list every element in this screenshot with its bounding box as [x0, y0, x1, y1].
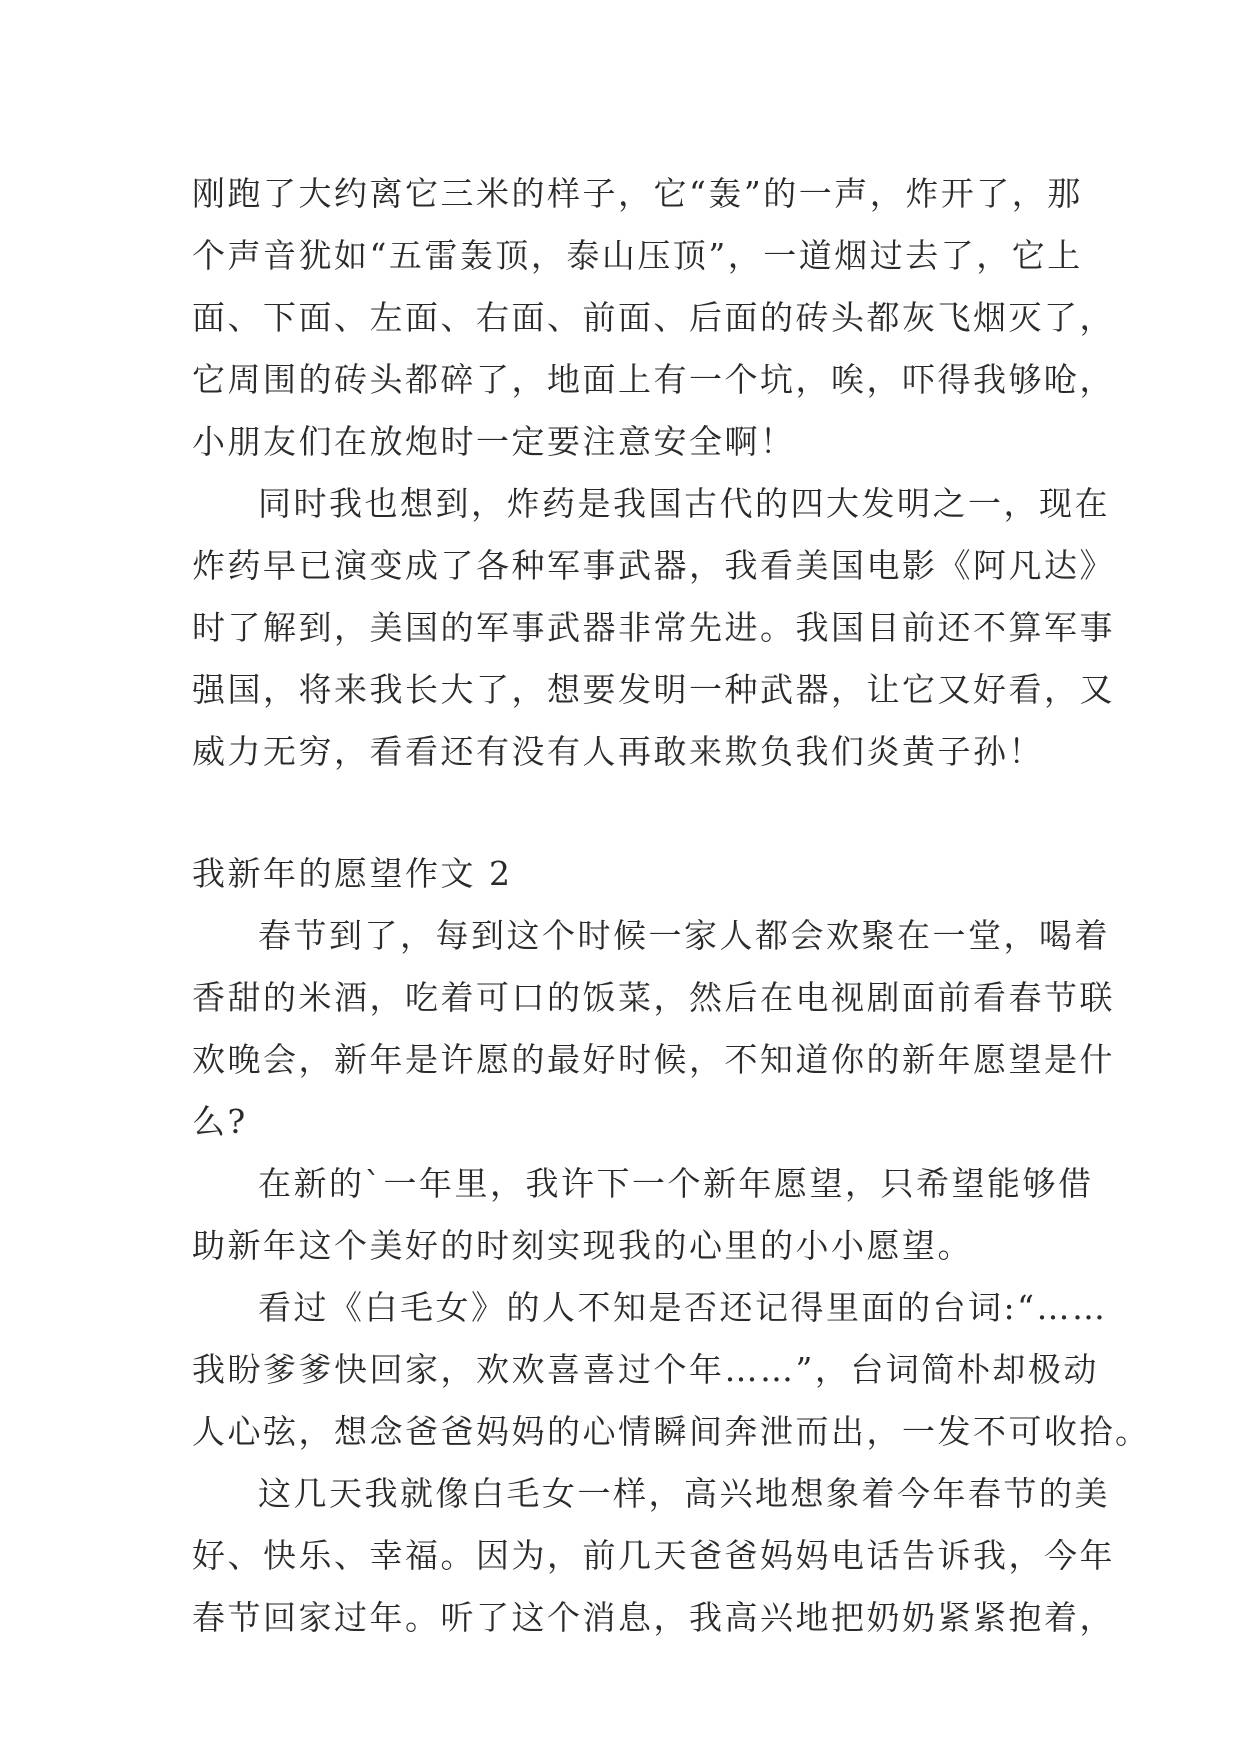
document-body	[192, 163, 1151, 1649]
text-line: 时了解到，美国的军事武器非常先进。我国目前还不算军事	[192, 608, 1115, 647]
text-line: 个声音犹如“五雷轰顶，泰山压顶”，一道烟过去了，它上	[192, 236, 1083, 275]
text-line: 面、下面、左面、右面、前面、后面的砖头都灰飞烟灭了，	[192, 298, 1115, 337]
text-line: 这几天我就像白毛女一样，高兴地想象着今年春节的美	[258, 1474, 1110, 1513]
text-line: 威力无穷，看看还有没有人再敢来欺负我们炎黄子孙！	[192, 732, 1044, 771]
text-line: 么?	[192, 1102, 248, 1141]
paragraph	[192, 1463, 1115, 1649]
paragraph	[192, 1277, 1151, 1463]
text-line: 春节回家过年。听了这个消息，我高兴地把奶奶紧紧抱着，	[192, 1598, 1115, 1637]
text-line: 在新的`一年里，我许下一个新年愿望，只希望能够借	[258, 1164, 1094, 1203]
text-line: 刚跑了大约离它三米的样子，它“轰”的一声，炸开了，那	[192, 174, 1083, 213]
text-line: 同时我也想到，炸药是我国古代的四大发明之一，现在	[258, 484, 1110, 523]
paragraph	[192, 1153, 1094, 1277]
text-line: 助新年这个美好的时刻实现我的心里的小小愿望。	[192, 1226, 973, 1265]
text-line: 香甜的米酒，吃着可口的饭菜，然后在电视剧面前看春节联	[192, 978, 1115, 1017]
text-line: 看过《白毛女》的人不知是否还记得里面的台词:“……	[258, 1288, 1108, 1327]
text-line: 强国，将来我长大了，想要发明一种武器，让它又好看，又	[192, 670, 1115, 709]
section-heading: 我新年的愿望作文 2	[192, 854, 513, 893]
text-line: 好、快乐、幸福。因为，前几天爸爸妈妈电话告诉我，今年	[192, 1536, 1115, 1575]
text-line: 我盼爹爹快回家，欢欢喜喜过个年……”，台词简朴却极动	[192, 1350, 1099, 1389]
paragraph	[192, 473, 1115, 783]
paragraph	[192, 905, 1115, 1153]
text-line: 人心弦，想念爸爸妈妈的心情瞬间奔泄而出，一发不可收拾。	[192, 1412, 1151, 1451]
text-line: 小朋友们在放炮时一定要注意安全啊！	[192, 422, 796, 461]
text-line: 欢晚会，新年是许愿的最好时候，不知道你的新年愿望是什	[192, 1040, 1115, 1079]
text-line: 春节到了，每到这个时候一家人都会欢聚在一堂，喝着	[258, 916, 1110, 955]
text-line: 它周围的砖头都碎了，地面上有一个坑，唉，吓得我够呛，	[192, 360, 1115, 399]
text-line: 炸药早已演变成了各种军事武器，我看美国电影《阿凡达》	[192, 546, 1115, 585]
paragraph	[192, 163, 1115, 473]
